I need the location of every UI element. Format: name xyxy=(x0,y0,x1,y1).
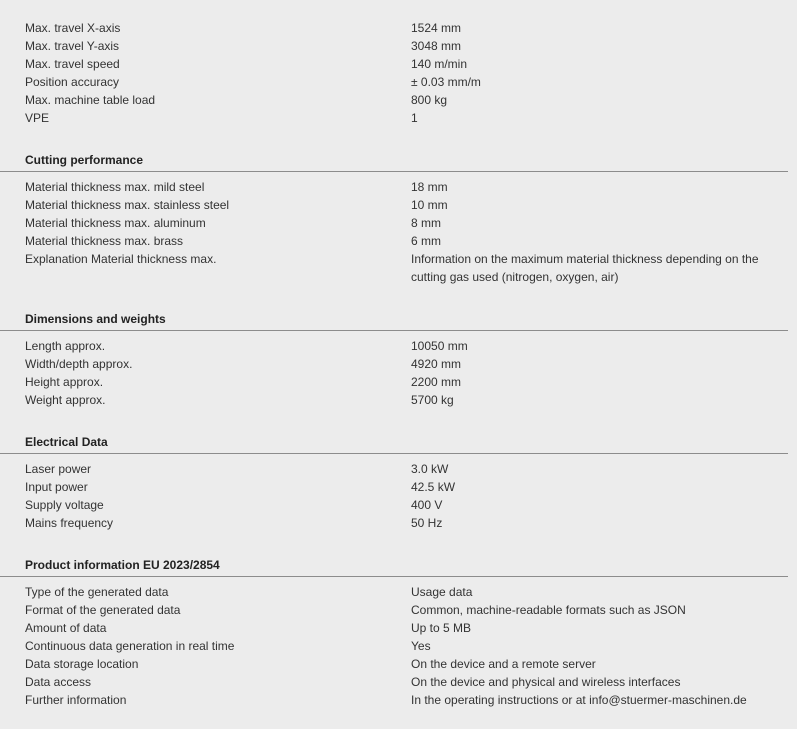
spec-value: 8 mm xyxy=(411,216,441,230)
spec-row xyxy=(25,391,788,409)
spec-value: In the operating instructions or at info@stuermer-maschinen.de xyxy=(411,693,747,707)
section-divider xyxy=(0,171,788,172)
spec-row xyxy=(25,178,788,196)
spec-group-electrical-data xyxy=(25,409,788,532)
spec-label: Data access xyxy=(25,675,92,689)
spec-label: Length approx. xyxy=(25,339,106,353)
spec-row xyxy=(25,637,788,655)
spec-label: Material thickness max. mild steel xyxy=(25,180,205,194)
spec-label: Material thickness max. brass xyxy=(25,234,184,248)
spec-value: ± 0.03 mm/m xyxy=(411,75,481,89)
spec-row xyxy=(25,583,788,601)
spec-value: 3.0 kW xyxy=(411,462,449,476)
section-divider xyxy=(0,453,788,454)
spec-row xyxy=(25,73,788,91)
spec-row xyxy=(25,601,788,619)
spec-value: Information on the maximum material thickness depending on the cutting gas used (nitrogen, oxygen, air) xyxy=(411,252,759,284)
spec-label: Height approx. xyxy=(25,375,104,389)
spec-row xyxy=(25,514,788,532)
section-divider xyxy=(0,330,788,331)
spec-group-product-information xyxy=(25,532,788,709)
spec-value: Up to 5 MB xyxy=(411,621,472,635)
section-title: Dimensions and weights xyxy=(25,312,166,326)
spec-value: 1524 mm xyxy=(411,21,462,35)
spec-label: Format of the generated data xyxy=(25,603,181,617)
spec-value: Yes xyxy=(411,639,431,653)
spec-value: 1 xyxy=(411,111,418,125)
spec-row xyxy=(25,460,788,478)
spec-value: Common, machine-readable formats such as JSON xyxy=(411,603,686,617)
spec-row xyxy=(25,196,788,214)
spec-group-cutting-performance xyxy=(25,127,788,286)
spec-value: 10 mm xyxy=(411,198,448,212)
spec-value: 6 mm xyxy=(411,234,441,248)
spec-group-general xyxy=(25,0,788,127)
spec-row xyxy=(25,478,788,496)
spec-value: 4920 mm xyxy=(411,357,462,371)
spec-label: Max. travel speed xyxy=(25,57,120,71)
spec-label: Explanation Material thickness max. xyxy=(25,252,217,266)
spec-label: Type of the generated data xyxy=(25,585,169,599)
spec-value: 42.5 kW xyxy=(411,480,456,494)
spec-value: Usage data xyxy=(411,585,473,599)
spec-row xyxy=(25,619,788,637)
spec-label: Laser power xyxy=(25,462,92,476)
spec-label: Width/depth approx. xyxy=(25,357,133,371)
spec-value: 800 kg xyxy=(411,93,448,107)
spec-group-dimensions-and-weights xyxy=(25,286,788,409)
spec-value: 400 V xyxy=(411,498,443,512)
spec-row xyxy=(25,19,788,37)
spec-row xyxy=(25,337,788,355)
spec-label: Material thickness max. stainless steel xyxy=(25,198,230,212)
spec-value: 5700 kg xyxy=(411,393,454,407)
spec-label: Material thickness max. aluminum xyxy=(25,216,206,230)
spec-row xyxy=(25,91,788,109)
spec-value: 50 Hz xyxy=(411,516,443,530)
spec-row xyxy=(25,214,788,232)
spec-row xyxy=(25,55,788,73)
spec-label: Weight approx. xyxy=(25,393,106,407)
spec-row xyxy=(25,373,788,391)
spec-row xyxy=(25,109,788,127)
spec-label: Input power xyxy=(25,480,88,494)
section-title: Electrical Data xyxy=(25,435,108,449)
spec-row xyxy=(25,691,788,709)
spec-row xyxy=(25,232,788,250)
section-divider xyxy=(0,576,788,577)
spec-label: Position accuracy xyxy=(25,75,120,89)
spec-label: Amount of data xyxy=(25,621,107,635)
section-title: Cutting performance xyxy=(25,153,144,167)
spec-label: Further information xyxy=(25,693,127,707)
spec-row xyxy=(25,37,788,55)
spec-value: 3048 mm xyxy=(411,39,462,53)
spec-label: Data storage location xyxy=(25,657,139,671)
spec-label: Supply voltage xyxy=(25,498,104,512)
spec-row xyxy=(25,496,788,514)
spec-value: On the device and physical and wireless interfaces xyxy=(411,675,681,689)
spec-label: Mains frequency xyxy=(25,516,114,530)
spec-row xyxy=(25,673,788,691)
spec-label: VPE xyxy=(25,111,50,125)
section-title: Product information EU 2023/2854 xyxy=(25,558,220,572)
spec-value: On the device and a remote server xyxy=(411,657,596,671)
spec-row xyxy=(25,355,788,373)
spec-value: 18 mm xyxy=(411,180,448,194)
spec-value: 2200 mm xyxy=(411,375,462,389)
spec-label: Max. travel X-axis xyxy=(25,21,121,35)
spec-row xyxy=(25,655,788,673)
spec-label: Max. machine table load xyxy=(25,93,156,107)
spec-label: Max. travel Y-axis xyxy=(25,39,120,53)
spec-value: 10050 mm xyxy=(411,339,468,353)
spec-row xyxy=(25,250,788,286)
spec-value: 140 m/min xyxy=(411,57,468,71)
spec-label: Continuous data generation in real time xyxy=(25,639,235,653)
